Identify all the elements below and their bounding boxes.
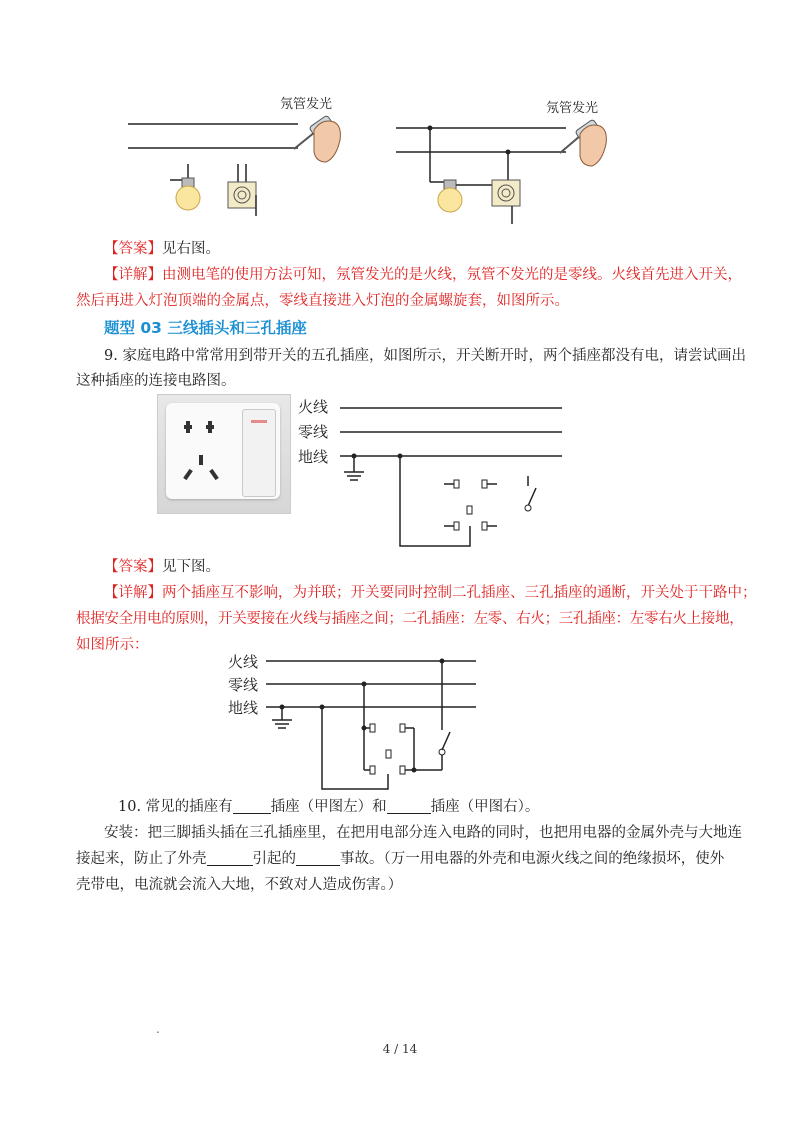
question-9-line1: 9. 家庭电路中常常用到带开关的五孔插座，如图所示，开关断开时，两个插座都没有电，请尝试画出 <box>104 348 746 364</box>
detail-tag: 【详解】 <box>104 267 162 283</box>
detail-2-line2: 根据安全用电的原则，开关要接在火线与插座之间；二孔插座：左零、右火；三孔插座：左零右火上接地， <box>76 611 744 627</box>
blank-1[interactable] <box>233 797 271 814</box>
two-hole-socket-symbol <box>370 724 414 732</box>
ground-symbol-icon <box>272 705 292 729</box>
answer-circuit-diagram <box>260 652 490 800</box>
two-hole-socket-symbol <box>444 480 497 488</box>
three-hole-socket-icon <box>184 455 220 483</box>
neon-label-right: 氖管发光 <box>546 101 599 116</box>
five-hole-socket-photo <box>157 394 291 514</box>
detail-text: 由测电笔的使用方法可知，氖管发光的是火线，氖管不发光的是零线。火线首先进入开关， <box>162 267 742 283</box>
blank-3[interactable] <box>207 849 253 866</box>
detail-2-line3: 如图所示： <box>76 637 149 653</box>
test-pen-hand-icon <box>294 115 340 162</box>
a2-label-ground: 地线 <box>228 699 259 717</box>
three-hole-socket-symbol <box>370 750 414 774</box>
q10-text-c: 插座（甲图右）。 <box>430 799 540 815</box>
light-bulb-icon <box>170 164 200 210</box>
answer-text: 见右图。 <box>162 241 220 257</box>
q9-label-ground: 地线 <box>298 448 329 466</box>
answer-tag: 【答案】 <box>104 559 162 575</box>
footer-dot: . <box>156 1022 160 1036</box>
switch-box-icon <box>228 164 256 216</box>
install-text-c: 事故。（万一用电器的外壳和电源火线之间的绝缘损坏，使外 <box>340 851 725 867</box>
switch-symbol <box>439 659 450 771</box>
test-pen-hand-icon <box>560 119 606 166</box>
detail-1-line2: 然后再进入灯泡顶端的金属点，零线直接进入灯泡的金属螺旋套，如图所示。 <box>76 293 569 309</box>
q9-label-live: 火线 <box>298 398 329 416</box>
ground-symbol-icon <box>344 454 364 481</box>
section-heading: 题型 03 三线插头和三孔插座 <box>104 319 307 337</box>
blank-2[interactable] <box>387 797 431 814</box>
top-figure-right <box>388 92 618 232</box>
install-line2 <box>76 846 724 872</box>
detail-1-line1 <box>104 262 784 288</box>
neon-label-left: 氖管发光 <box>280 97 333 112</box>
answer-1 <box>104 236 220 262</box>
answer-tag: 【答案】 <box>104 241 162 257</box>
q10-text-a: 10. 常见的插座有 <box>118 799 233 815</box>
top-figure-left <box>120 88 350 223</box>
detail-tag: 【详解】 <box>104 585 162 601</box>
switch-symbol <box>525 476 536 511</box>
answer-2 <box>104 554 220 580</box>
light-bulb-icon <box>438 180 492 212</box>
two-hole-socket-icon <box>184 421 216 435</box>
a2-label-neutral: 零线 <box>228 676 259 694</box>
install-line3: 壳带电，电流就会流入大地，不致对人造成伤害。） <box>76 877 403 893</box>
rocker-switch-icon <box>242 409 276 497</box>
install-text-a: 接起来，防止了外壳 <box>76 851 207 867</box>
blank-4[interactable] <box>296 849 340 866</box>
answer-text: 见下图。 <box>162 559 220 575</box>
q9-circuit-diagram <box>330 396 580 556</box>
question-10 <box>118 794 539 820</box>
detail-text: 两个插座互不影响，为并联；开关要同时控制二孔插座、三孔插座的通断，开关处于干路中； <box>162 585 757 601</box>
install-text-b: 引起的 <box>252 851 296 867</box>
q9-label-neutral: 零线 <box>298 423 329 441</box>
page-number: 4 / 14 <box>382 1042 418 1056</box>
question-9-line2: 这种插座的连接电路图。 <box>76 373 236 389</box>
q10-text-b: 插座（甲图左）和 <box>270 799 387 815</box>
socket-plate <box>166 403 280 499</box>
detail-2-line1 <box>104 580 794 606</box>
a2-label-live: 火线 <box>228 653 259 671</box>
switch-box-icon <box>492 180 520 224</box>
install-line1: 安装：把三脚插头插在三孔插座里，在把用电部分连入电路的同时，也把用电器的金属外壳与大地连 <box>104 825 742 841</box>
